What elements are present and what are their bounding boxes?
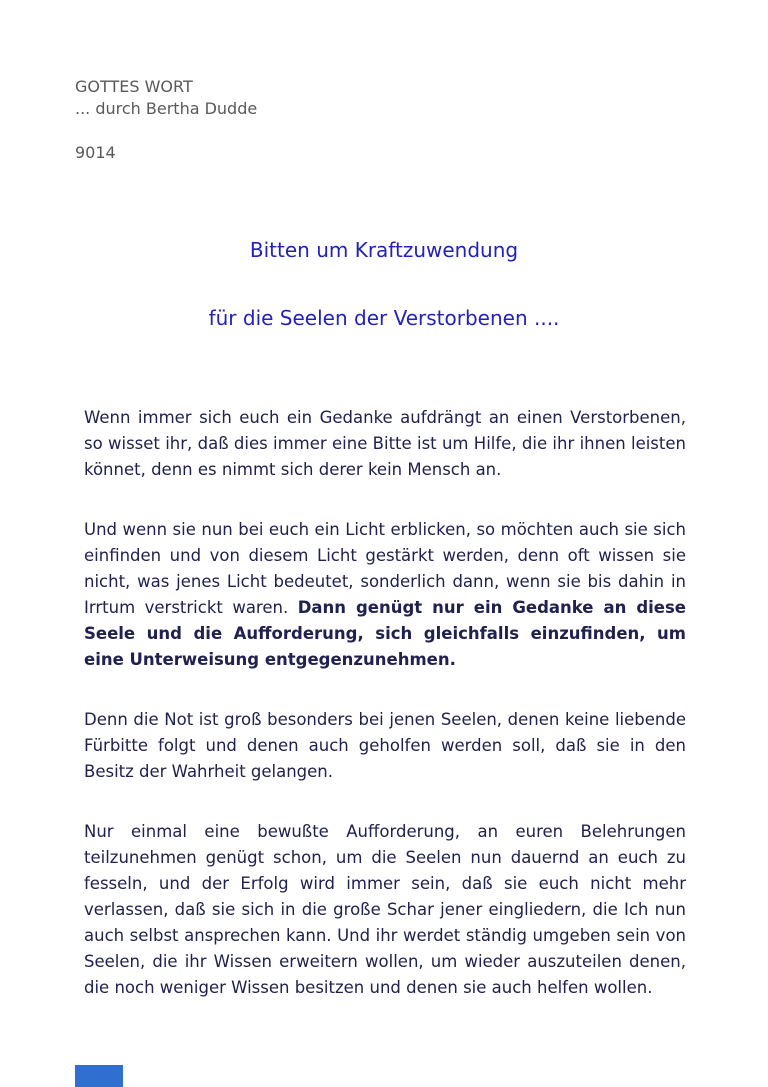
document-body: [84, 405, 686, 1027]
paragraph-2-normal-run: Und wenn sie nun bei euch ein Licht erblicken, so möchten auch sie sich einfinden und von diesem Licht gestärkt werden, denn oft wissen sie nicht, was jenes Licht bedeutet, sonderlich dann, wenn sie bis dahin in Irrtum verstrickt waren.: [84, 520, 686, 617]
title-line-2: für die Seelen der Verstorbenen ....: [208, 306, 560, 330]
document-source-title: GOTTES WORT: [75, 77, 193, 96]
document-author-line: ... durch Bertha Dudde: [75, 99, 258, 118]
paragraph-2: [84, 517, 686, 673]
paragraph-3: Denn die Not ist groß besonders bei jenen Seelen, denen keine liebende Fürbitte folgt und denen auch geholfen werden soll, daß sie in den Besitz der Wahrheit gelangen.: [84, 710, 686, 781]
document-header: [75, 76, 693, 164]
paragraph-4: Nur einmal eine bewußte Aufforderung, an euren Belehrungen teilzunehmen genügt schon, um die Seelen nun dauernd an euch zu fesseln, und der Erfolg wird immer sein, daß sie euch nicht mehr verlassen, daß sie sich in die große Schar jener eingliedern, die Ich nun auch selbst ansprechen kann. Und ihr werdet ständig umgeben sein von Seelen, die ihr Wissen erweitern wollen, um wieder auszuteilen denen, die noch weniger Wissen besitzen und denen sie auch helfen wollen.: [84, 822, 686, 997]
document-number: 9014: [75, 143, 116, 162]
document-title: [75, 238, 693, 330]
next-page-preview-mark: [75, 1065, 123, 1087]
paragraph-1: Wenn immer sich euch ein Gedanke aufdrängt an einen Verstorbenen, so wisset ihr, daß dies immer eine Bitte ist um Hilfe, die ihr ihnen leisten könnet, denn es nimmt sich derer kein Mensch an.: [84, 408, 686, 479]
paragraph-2-bold-run: Dann genügt nur ein Gedanke an diese Seele und die Aufforderung, sich gleichfalls einzufinden, um eine Unterweisung entgegenzunehmen.: [84, 598, 686, 669]
title-line-1: Bitten um Kraftzuwendung: [249, 238, 519, 262]
